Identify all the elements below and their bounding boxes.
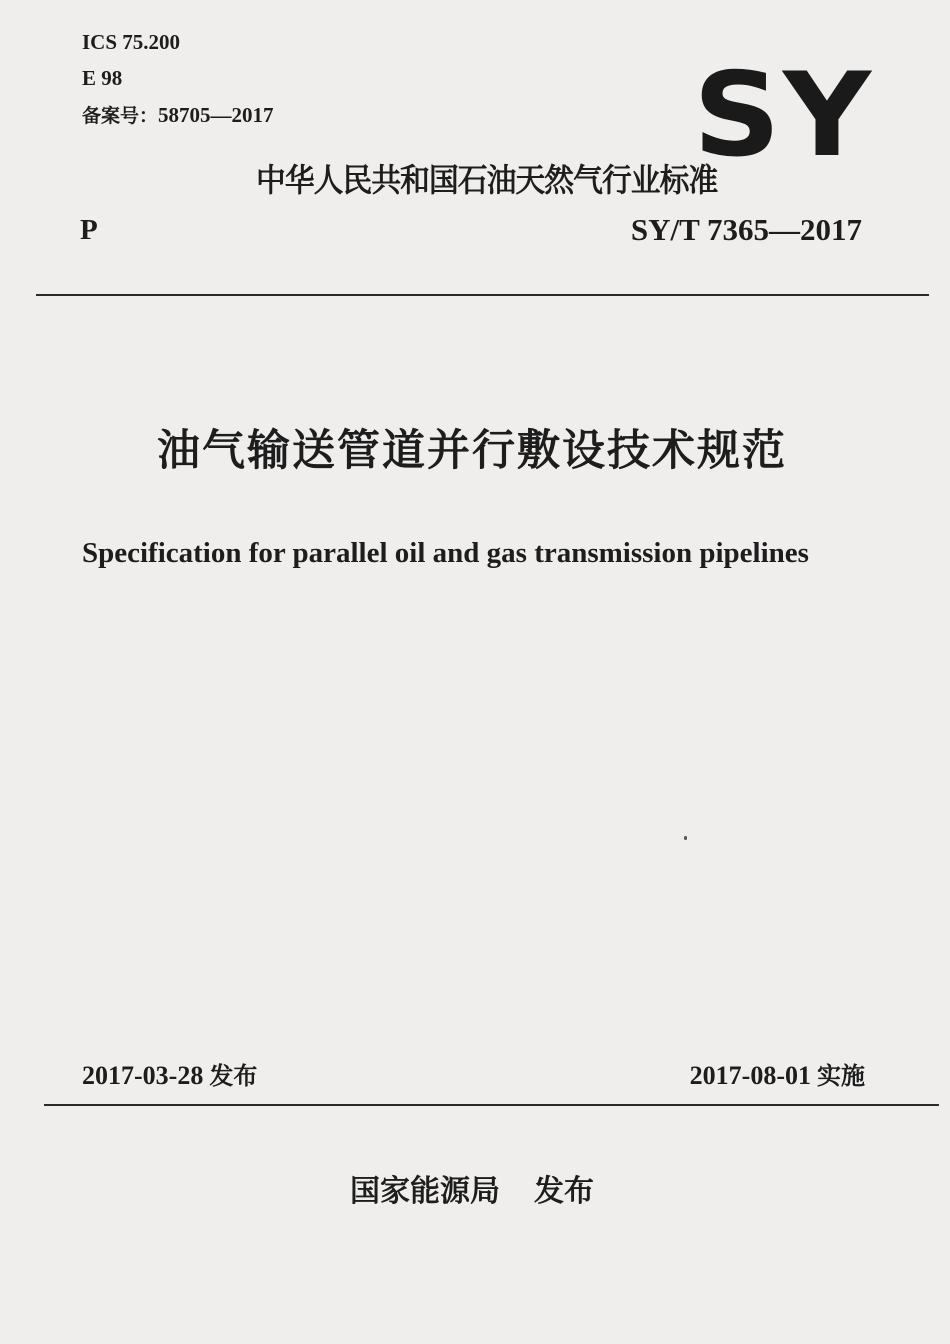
publisher-line	[0, 1172, 950, 1212]
top-divider	[36, 294, 929, 296]
industry-standard-title: 中华人民共和国石油天然气行业标准	[256, 161, 718, 199]
bottom-divider	[44, 1104, 939, 1106]
filing-number-line	[82, 103, 274, 128]
ccs-code: E 98	[82, 66, 123, 90]
standard-number: SY/T 7365—2017	[630, 212, 862, 247]
print-speck	[684, 836, 687, 840]
publisher-name: 国家能源局	[350, 1174, 500, 1209]
implement-date: 2017-08-01	[689, 1061, 811, 1090]
title-english: Specification for parallel oil and gas transmission pipelines	[82, 537, 809, 569]
issue-label: 发布	[209, 1062, 258, 1090]
filing-number: 58705—2017	[158, 103, 274, 127]
publisher-action: 发布	[534, 1174, 594, 1209]
implement-date-line	[690, 1060, 865, 1092]
category-code: P	[80, 214, 98, 246]
sy-logo: SY	[693, 48, 874, 183]
implement-label: 实施	[817, 1062, 865, 1090]
ics-code: ICS 75.200	[82, 30, 181, 54]
filing-label: 备案号：	[82, 105, 159, 127]
issue-date-line	[82, 1060, 257, 1092]
issue-date: 2017-03-28	[82, 1061, 204, 1090]
title-chinese: 油气输送管道并行敷设技术规范	[157, 426, 787, 476]
